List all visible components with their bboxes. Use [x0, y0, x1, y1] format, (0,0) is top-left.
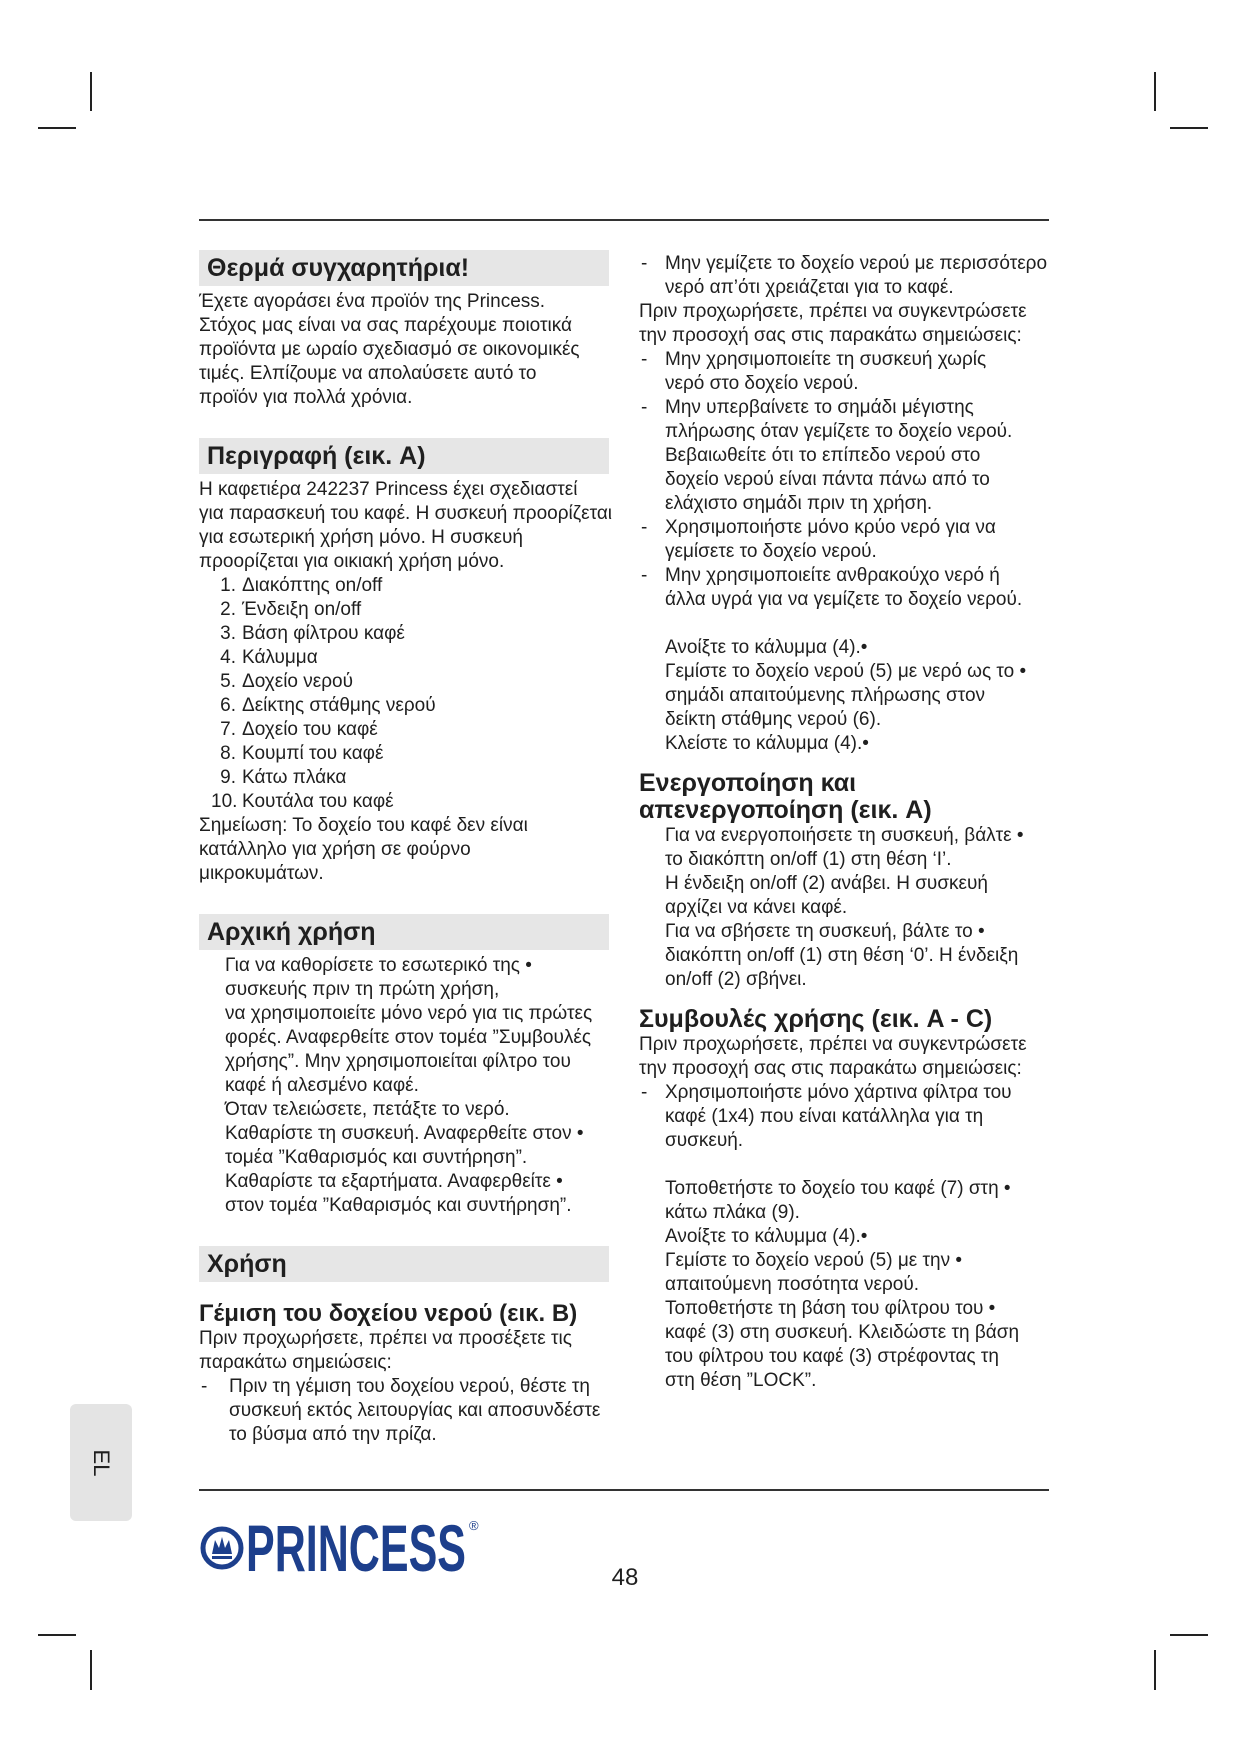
- crop-mark-bottom-left-h: [38, 1634, 76, 1636]
- text-line: απαιτούμενη ποσότητα νερού.: [665, 1274, 920, 1295]
- text-line: Τοποθετήστε το δοχείο του καφέ (7) στη •: [665, 1178, 1011, 1199]
- text-line: Όταν τελειώσετε, πετάξτε το νερό.: [225, 1099, 510, 1120]
- text-line: Βεβαιωθείτε ότι το επίπεδο νερού στο: [665, 445, 981, 466]
- text-line: - Μην γεμίζετε το δοχείο νερού με περισσότερο: [665, 253, 1048, 274]
- congrats-body: [199, 290, 631, 410]
- text-line: Καθαρίστε τη συσκευή. Αναφερθείτε στον •: [225, 1123, 584, 1144]
- text-line: Ανοίξτε το κάλυμμα (4).•: [665, 637, 868, 658]
- text-line: διακόπτη on/off (1) στη θέση ‘0’. Η ένδειξη: [665, 945, 1019, 966]
- text-line: Η ένδειξη on/off (2) ανάβει. Η συσκευή: [665, 873, 988, 894]
- text-line: συσκευή.: [665, 1130, 744, 1151]
- item-number: 8.: [220, 743, 236, 764]
- list-item: [211, 574, 631, 598]
- list-item: [211, 670, 631, 694]
- item-number: 5.: [220, 671, 236, 692]
- list-item: [211, 766, 631, 790]
- text-line: Στόχος μας είναι να σας παρέχουμε ποιοτικά: [199, 315, 572, 336]
- text-line: Για να ενεργοποιήσετε τη συσκευή, βάλτε •: [665, 825, 1024, 846]
- tips-heading: Συμβουλές χρήσης (εικ. A - C): [639, 1005, 993, 1033]
- language-tab: [70, 1404, 132, 1521]
- item-number: 6.: [220, 695, 236, 716]
- text-line: την προσοχή σας στις παρακάτω σημειώσεις:: [639, 1058, 1022, 1079]
- crown-emblem-icon: [203, 1529, 241, 1567]
- text-line: νερό στο δοχείο νερού.: [665, 373, 859, 394]
- bullet-item: [639, 348, 1079, 396]
- registered-mark: ®: [469, 1518, 479, 1533]
- text-line: σημάδι απαιτούμενης πλήρωσης στον: [665, 685, 986, 706]
- text-line: ελάχιστο σημάδι πριν τη χρήση.: [665, 493, 933, 514]
- item-number: 2.: [220, 599, 236, 620]
- item-label: Ένδειξη on/off: [242, 599, 362, 620]
- congrats-heading: Θερμά συγχαρητήρια!: [199, 250, 609, 286]
- text-line: παρακάτω σημειώσεις:: [199, 1352, 392, 1373]
- first-use-steps: [199, 954, 631, 1218]
- item-label: Κάτω πλάκα: [242, 767, 347, 788]
- list-item: [211, 694, 631, 718]
- text-line: Πριν προχωρήσετε, πρέπει να συγκεντρώσετε: [639, 301, 1027, 322]
- bullet-item: [639, 252, 1079, 300]
- crop-mark-top-right-h: [1170, 127, 1208, 129]
- bullet-item: [199, 1375, 631, 1447]
- text-line: το διακόπτη on/off (1) στη θέση ‘I’.: [665, 849, 952, 870]
- crop-mark-bottom-left-v: [90, 1650, 92, 1690]
- item-number: 1.: [220, 575, 236, 596]
- text-line: - Μην χρησιμοποιείτε ανθρακούχο νερό ή: [665, 565, 1000, 586]
- onoff-heading: [639, 770, 1079, 824]
- item-number: 10.: [211, 791, 238, 812]
- language-code: EL: [89, 1449, 114, 1476]
- list-item: [211, 742, 631, 766]
- page-number: 48: [611, 1564, 639, 1591]
- text-line: αρχίζει να κάνει καφέ.: [665, 897, 848, 918]
- text-line: νερό απ’ότι χρειάζεται για το καφέ.: [665, 277, 954, 298]
- item-label: Δοχείο του καφέ: [242, 719, 378, 740]
- text-line: για εσωτερική χρήση μόνο. Η συσκευή: [199, 527, 523, 548]
- text-line: φορές. Αναφερθείτε στον τομέα ”Συμβουλές: [225, 1027, 591, 1048]
- fill-water-intro: [199, 1327, 631, 1375]
- text-line: τομέα ”Καθαρισμός και συντήρηση”.: [225, 1147, 528, 1168]
- item-label: Δείκτης στάθμης νερού: [242, 695, 436, 716]
- text-line: δοχείο νερού είναι πάντα πάνω από το: [665, 469, 990, 490]
- first-use-heading: Αρχική χρήση: [199, 914, 609, 950]
- text-line: on/off (2) σβήνει.: [665, 969, 807, 990]
- brand-wordmark: PRINCESS: [246, 1512, 466, 1582]
- text-line: συσκευή εκτός λειτουργίας και αποσυνδέστε: [229, 1400, 601, 1421]
- bullet-item: [639, 396, 1079, 516]
- text-line: Κλείστε το κάλυμμα (4).•: [665, 733, 869, 754]
- text-line: Έχετε αγοράσει ένα προϊόν της Princess.: [199, 291, 546, 312]
- onoff-steps: [639, 824, 1079, 992]
- crop-mark-top-right-v: [1154, 72, 1156, 111]
- text-line: συσκευής πριν τη πρώτη χρήση,: [225, 979, 500, 1000]
- text-line: καφέ ή αλεσμένο καφέ.: [225, 1075, 419, 1096]
- description-note: [199, 814, 631, 886]
- text-line: προορίζεται για οικιακή χρήση μόνο.: [199, 551, 505, 572]
- text-line: στον τομέα ”Καθαρισμός και συντήρηση”.: [225, 1195, 572, 1216]
- fill-steps: [639, 636, 1079, 756]
- item-label: Κουμπί του καφέ: [242, 743, 384, 764]
- text-line: το βύσμα από την πρίζα.: [229, 1424, 437, 1445]
- heading-line: απενεργοποίηση (εικ. A): [639, 796, 932, 824]
- text-line: Η καφετιέρα 242237 Princess έχει σχεδιαστεί: [199, 479, 578, 500]
- item-label: Κουτάλα του καφέ: [242, 791, 394, 812]
- text-line: γεμίσετε το δοχείο νερού.: [665, 541, 877, 562]
- text-line: για παρασκευή του καφέ. Η συσκευή προορίζεται: [199, 503, 613, 524]
- text-line: - Χρησιμοποιήστε μόνο κρύο νερό για να: [665, 517, 996, 538]
- item-number: 4.: [220, 647, 236, 668]
- list-item: [211, 622, 631, 646]
- right-column: [639, 252, 1079, 1393]
- text-line: Για να σβήσετε τη συσκευή, βάλτε το •: [665, 921, 985, 942]
- heading-line: Ενεργοποίηση και: [639, 769, 857, 797]
- list-item: [211, 646, 631, 670]
- text-line: Τοποθετήστε τη βάση του φίλτρου του •: [665, 1298, 996, 1319]
- text-line: πλήρωσης όταν γεμίζετε το δοχείο νερού.: [665, 421, 1013, 442]
- text-line: κάτω πλάκα (9).: [665, 1202, 800, 1223]
- left-column: [199, 250, 631, 1447]
- crop-mark-top-left-h: [38, 127, 76, 129]
- text-line: Ανοίξτε το κάλυμμα (4).•: [665, 1226, 868, 1247]
- item-number: 9.: [220, 767, 236, 788]
- text-line: Σημείωση: Το δοχείο του καφέ δεν είναι: [199, 815, 528, 836]
- text-line: στη θέση ”LOCK”.: [665, 1370, 817, 1391]
- bullet-item: [639, 564, 1079, 612]
- item-number: 3.: [220, 623, 236, 644]
- princess-logo: [199, 1512, 489, 1582]
- bullet-item: [639, 1081, 1079, 1153]
- text-line: καφέ (1x4) που είναι κατάλληλα για τη: [665, 1106, 984, 1127]
- text-line: - Πριν τη γέμιση του δοχείου νερού, θέστε τη: [229, 1376, 590, 1397]
- text-line: - Μην υπερβαίνετε το σημάδι μέγιστης: [665, 397, 974, 418]
- text-line: Καθαρίστε τα εξαρτήματα. Αναφερθείτε •: [225, 1171, 563, 1192]
- text-line: Γεμίστε το δοχείο νερού (5) με την •: [665, 1250, 963, 1271]
- list-item: [211, 790, 631, 814]
- text-line: δείκτη στάθμης νερού (6).: [665, 709, 882, 730]
- notice-intro: [639, 300, 1079, 348]
- top-rule: [199, 219, 1049, 221]
- parts-list: [199, 574, 631, 814]
- item-label: Δοχείο νερού: [242, 671, 353, 692]
- text-line: Για να καθορίσετε το εσωτερικό της •: [225, 955, 532, 976]
- bottom-rule: [199, 1489, 1049, 1491]
- description-intro: [199, 478, 631, 574]
- crop-mark-bottom-right-v: [1154, 1650, 1156, 1690]
- description-heading: Περιγραφή (εικ. A): [199, 438, 609, 474]
- text-line: κατάλληλο για χρήση σε φούρνο: [199, 839, 471, 860]
- crop-mark-bottom-right-h: [1170, 1634, 1208, 1636]
- text-line: άλλα υγρά για να γεμίζετε το δοχείο νερού.: [665, 589, 1023, 610]
- tips-intro: [639, 1033, 1079, 1081]
- tips-steps: [639, 1177, 1079, 1393]
- item-label: Διακόπτης on/off: [242, 575, 383, 596]
- text-line: του φίλτρου του καφέ (3) στρέφοντας τη: [665, 1346, 999, 1367]
- text-line: Πριν προχωρήσετε, πρέπει να προσέξετε τις: [199, 1328, 572, 1349]
- text-line: - Χρησιμοποιήστε μόνο χάρτινα φίλτρα του: [665, 1082, 1012, 1103]
- text-line: χρήσης”. Μην χρησιμοποιείται φίλτρο του: [225, 1051, 571, 1072]
- bullet-item: [639, 516, 1079, 564]
- text-line: μικροκυμάτων.: [199, 863, 324, 884]
- text-line: τιμές. Ελπίζουμε να απολαύσετε αυτό το: [199, 363, 537, 384]
- text-line: - Μην χρησιμοποιείτε τη συσκευή χωρίς: [665, 349, 987, 370]
- text-line: την προσοχή σας στις παρακάτω σημειώσεις:: [639, 325, 1022, 346]
- fill-water-heading: Γέμιση του δοχείου νερού (εικ. B): [199, 1300, 578, 1327]
- list-item: [211, 718, 631, 742]
- list-item: [211, 598, 631, 622]
- text-line: προϊόντα με ωραίο σχεδιασμό σε οικονομικές: [199, 339, 580, 360]
- crop-mark-top-left-v: [90, 72, 92, 111]
- item-label: Βάση φίλτρου καφέ: [242, 623, 405, 644]
- text-line: Πριν προχωρήσετε, πρέπει να συγκεντρώσετε: [639, 1034, 1027, 1055]
- text-line: καφέ (3) στη συσκευή. Κλειδώστε τη βάση: [665, 1322, 1020, 1343]
- item-label: Κάλυμμα: [242, 647, 318, 668]
- item-number: 7.: [220, 719, 236, 740]
- text-line: προϊόν για πολλά χρόνια.: [199, 387, 413, 408]
- use-heading: Χρήση: [199, 1246, 609, 1282]
- text-line: να χρησιμοποιείτε μόνο νερό για τις πρώτες: [225, 1003, 593, 1024]
- text-line: Γεμίστε το δοχείο νερού (5) με νερό ως το •: [665, 661, 1027, 682]
